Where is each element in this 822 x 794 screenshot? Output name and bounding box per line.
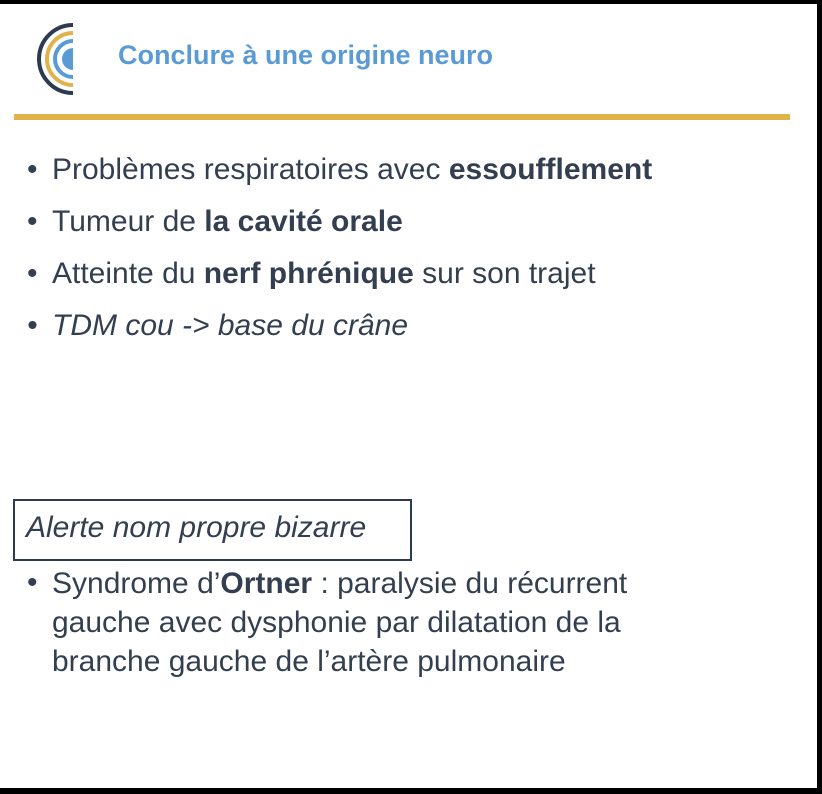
syndrome-text bbox=[52, 564, 627, 681]
bullet-text: Problèmes respiratoires avec bbox=[52, 153, 449, 186]
syndrome-line-2: gauche avec dysphonie par dilatation de la bbox=[52, 606, 621, 639]
bullet-bold-text: nerf phrénique bbox=[203, 257, 414, 290]
bullet-item bbox=[0, 144, 652, 196]
bullet-bold-text: essoufflement bbox=[448, 153, 653, 186]
slide-title: Conclure à une origine neuro bbox=[118, 40, 494, 70]
bullet-list bbox=[0, 144, 652, 352]
syndrome-line-1-tail: : paralysie du récurrent bbox=[312, 567, 628, 600]
bullet-item bbox=[0, 248, 652, 300]
syndrome-pre: Syndrome d’ bbox=[52, 567, 221, 600]
bullet-text: Tumeur de bbox=[52, 205, 205, 238]
bullet-italic-text: TDM cou -> base du crâne bbox=[52, 309, 409, 342]
title-underline bbox=[14, 114, 790, 120]
slide bbox=[0, 4, 817, 788]
concentric-arcs-logo-icon bbox=[28, 19, 78, 99]
bullet-dot: • bbox=[27, 566, 38, 599]
bullet-item bbox=[0, 196, 652, 248]
bullet-dot: • bbox=[27, 153, 38, 186]
alert-text: Alerte nom propre bizarre bbox=[26, 511, 367, 544]
bullet-item bbox=[0, 300, 652, 352]
bullet-bold-text: la cavité orale bbox=[204, 205, 403, 238]
bullet-dot: • bbox=[27, 257, 38, 290]
bullet-dot: • bbox=[27, 205, 38, 238]
bullet-text: Atteinte du bbox=[52, 257, 204, 290]
bullet-text-tail: sur son trajet bbox=[413, 257, 596, 290]
syndrome-name: Ortner bbox=[220, 567, 313, 600]
bullet-dot: • bbox=[27, 309, 38, 342]
syndrome-line-3: branche gauche de l’artère pulmonaire bbox=[52, 645, 566, 678]
syndrome-line-1 bbox=[52, 564, 627, 603]
